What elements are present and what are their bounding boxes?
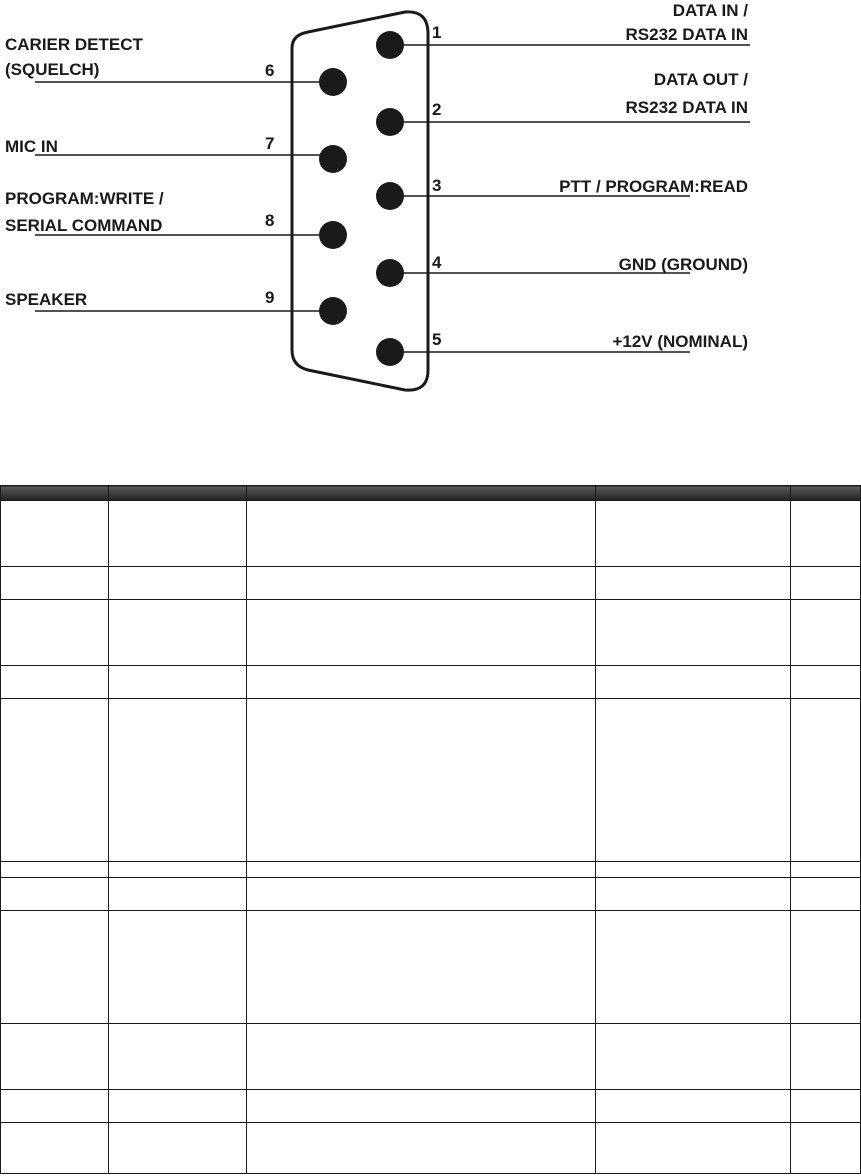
pin-1 (376, 1, 750, 59)
pin-2-label-line-1: DATA OUT / (653, 70, 748, 89)
table-cell (247, 911, 596, 1024)
pin-3-label-line-1: PTT / PROGRAM:READ (559, 177, 748, 196)
table-cell (596, 600, 791, 666)
pin-8 (5, 189, 347, 249)
pin-4-number: 4 (432, 253, 442, 272)
table-cell (791, 911, 861, 1024)
table-cell (109, 911, 247, 1024)
pin-7-contact (319, 145, 347, 173)
table-cell (1, 699, 109, 862)
table-row (1, 862, 861, 878)
pin-3-number: 3 (432, 176, 442, 195)
table-header-cell (109, 486, 247, 501)
pin-9 (5, 288, 347, 325)
connector-shell (292, 12, 428, 390)
table-cell (1, 1024, 109, 1090)
table-cell (1, 501, 109, 567)
pin-8-label-line-2: SERIAL COMMAND (5, 216, 163, 235)
table-cell (109, 878, 247, 911)
table-cell (109, 699, 247, 862)
pin-2-number: 2 (432, 100, 442, 119)
pin-8-label-line-1: PROGRAM:WRITE / (5, 189, 164, 208)
pin-7-number: 7 (265, 134, 275, 153)
table-cell (596, 1090, 791, 1123)
pin-7 (5, 134, 347, 173)
pin-3 (376, 176, 748, 210)
table-cell (109, 1024, 247, 1090)
table-cell (596, 567, 791, 600)
table-cell (109, 666, 247, 699)
pin-4 (376, 253, 748, 287)
table-row (1, 600, 861, 666)
pin-2 (376, 70, 750, 136)
table-cell (247, 1024, 596, 1090)
pin-6-label-line-1: CARIER DETECT (5, 35, 143, 54)
table-cell (109, 1090, 247, 1123)
table-cell (247, 501, 596, 567)
pin-5 (376, 330, 748, 366)
table-row (1, 911, 861, 1024)
table-cell (247, 1090, 596, 1123)
table-cell (596, 1024, 791, 1090)
table-row (1, 501, 861, 567)
pin-2-label-line-2: RS232 DATA IN (625, 98, 748, 117)
table-row (1, 878, 861, 911)
table-cell (247, 878, 596, 911)
table-cell (109, 567, 247, 600)
table-row (1, 1024, 861, 1090)
table-cell (1, 862, 109, 878)
table-cell (596, 911, 791, 1024)
table-row (1, 666, 861, 699)
pin-6-number: 6 (265, 61, 275, 80)
table-cell (247, 666, 596, 699)
table-cell (1, 878, 109, 911)
table-cell (247, 862, 596, 878)
table-row (1, 699, 861, 862)
table-cell (109, 600, 247, 666)
table-cell (596, 699, 791, 862)
table-cell (1, 600, 109, 666)
table-cell (596, 666, 791, 699)
pin-6 (5, 35, 347, 96)
table-cell (109, 1123, 247, 1174)
table-row (1, 1123, 861, 1174)
table-header-row (1, 486, 861, 501)
table-cell (109, 862, 247, 878)
table-cell (1, 567, 109, 600)
table-cell (596, 501, 791, 567)
table-header-cell (1, 486, 109, 501)
pin-7-label-line-1: MIC IN (5, 137, 58, 156)
table-cell (1, 911, 109, 1024)
pin-9-label-line-1: SPEAKER (5, 290, 88, 309)
table-cell (791, 862, 861, 878)
pin-4-label-line-1: GND (GROUND) (618, 255, 748, 274)
table-header-cell (247, 486, 596, 501)
table-header-cell (791, 486, 861, 501)
pin-1-label-line-1: DATA IN / (672, 1, 748, 20)
db9-connector-diagram (0, 0, 861, 400)
pin-8-number: 8 (265, 211, 275, 230)
table-cell (791, 1024, 861, 1090)
table-cell (109, 501, 247, 567)
pin-6-label-line-2: (SQUELCH) (5, 60, 100, 79)
table-cell (1, 1090, 109, 1123)
pin-9-number: 9 (265, 288, 275, 307)
pin-1-number: 1 (432, 23, 442, 42)
table-cell (1, 666, 109, 699)
pin-5-number: 5 (432, 330, 442, 349)
table-cell (791, 1123, 861, 1174)
table-row (1, 567, 861, 600)
table-cell (791, 501, 861, 567)
table-cell (247, 600, 596, 666)
table-cell (791, 878, 861, 911)
table-cell (247, 1123, 596, 1174)
table-row (1, 1090, 861, 1123)
table-cell (791, 567, 861, 600)
pin-1-label-line-2: RS232 DATA IN (625, 25, 748, 44)
table-cell (1, 1123, 109, 1174)
pin-5-label-line-1: +12V (NOMINAL) (612, 332, 748, 351)
table-cell (791, 1090, 861, 1123)
table-cell (791, 600, 861, 666)
table-header-cell (596, 486, 791, 501)
pin-function-table (0, 485, 861, 1174)
table-cell (247, 567, 596, 600)
table-cell (247, 699, 596, 862)
table-cell (791, 666, 861, 699)
table-cell (791, 699, 861, 862)
table-cell (596, 878, 791, 911)
table-cell (596, 1123, 791, 1174)
table-cell (596, 862, 791, 878)
